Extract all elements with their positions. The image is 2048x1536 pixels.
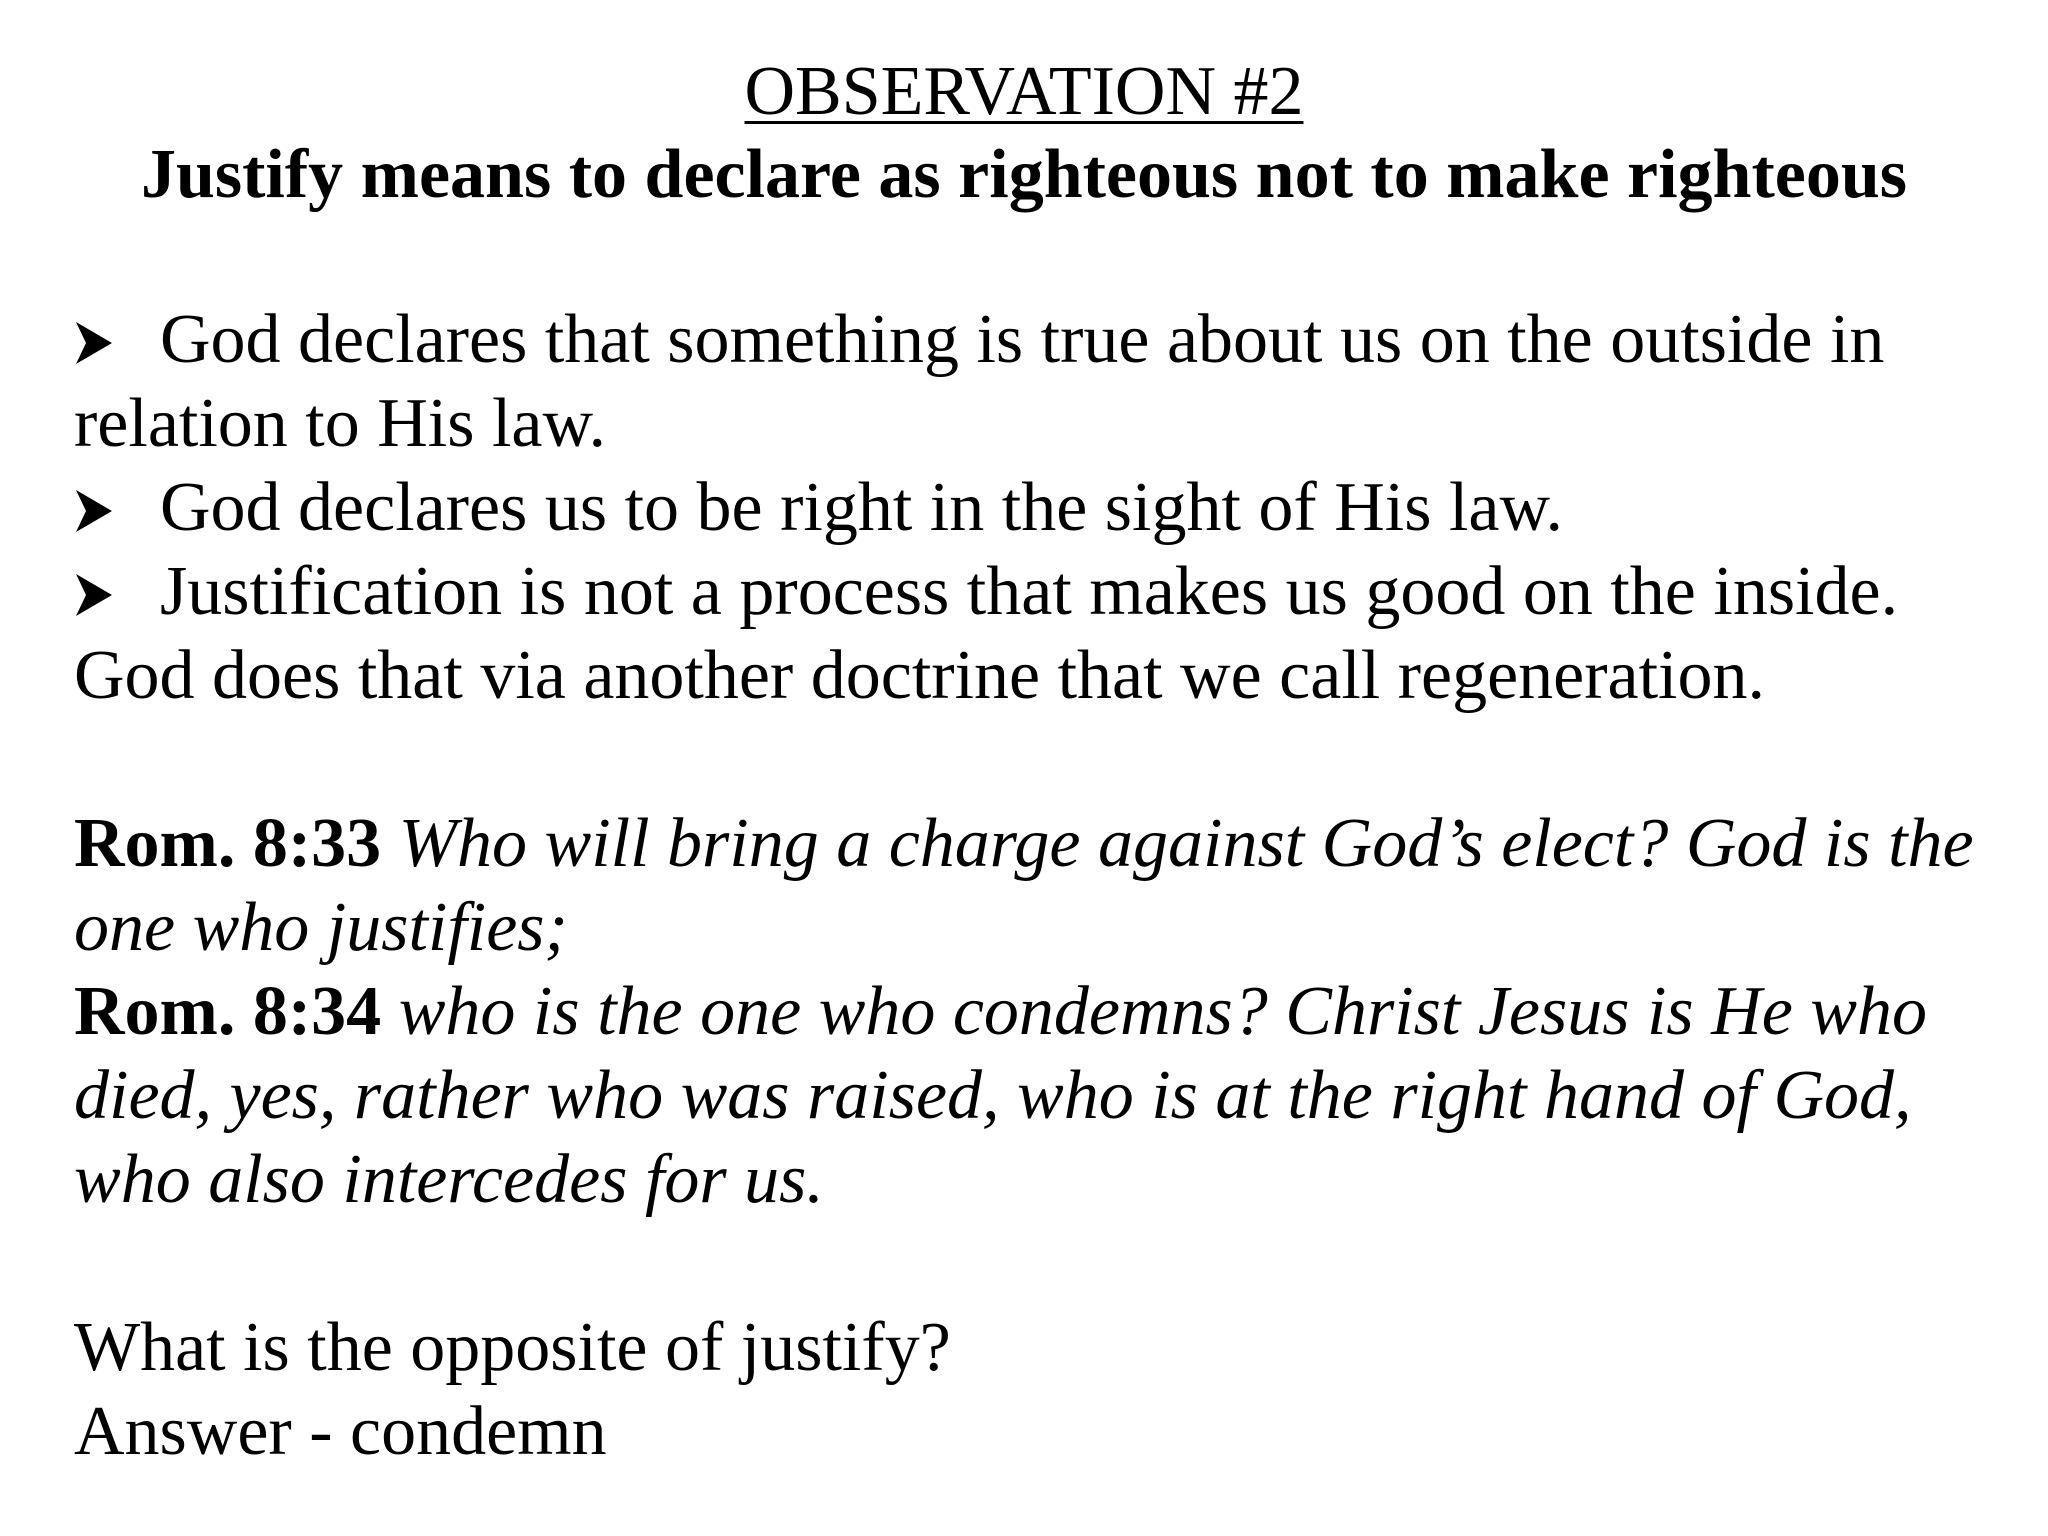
verse-1-reference: Rom. 8:33 <box>74 805 382 882</box>
bullet-3-continuation: God does that via another doctrine that we call regeneration. <box>74 637 1766 714</box>
verse-2-reference: Rom. 8:34 <box>74 973 382 1050</box>
verse-1-line-1 <box>74 802 1974 886</box>
arrow-bullet-icon <box>74 466 160 550</box>
bullet-1-line-1: God declares that something is true about us on the outside in <box>160 301 1885 378</box>
verse-1-line-2: one who justifies; <box>74 889 568 966</box>
bullet-item-2 <box>74 466 1563 550</box>
question-text: What is the opposite of justify? <box>74 1309 951 1386</box>
verse-2-text: who is the one who condemns? Christ Jesus is He who <box>398 973 1927 1050</box>
arrow-bullet-icon <box>74 298 160 382</box>
bullet-item-1 <box>74 298 1884 382</box>
verse-2-line-3: who also intercedes for us. <box>74 1141 824 1218</box>
verse-1-text: Who will bring a charge against God’s elect? God is the <box>398 805 1974 882</box>
observation-title: OBSERVATION #2 <box>744 53 1304 130</box>
arrow-bullet-icon <box>74 550 160 634</box>
verse-2-line-1 <box>74 970 1927 1054</box>
answer-text: Answer - condemn <box>74 1393 607 1470</box>
bullet-3-line-1: Justification is not a process that makes us good on the inside. <box>160 553 1899 630</box>
bullet-item-3 <box>74 550 1898 634</box>
bullet-1-continuation: relation to His law. <box>74 385 607 462</box>
observation-subtitle: Justify means to declare as righteous not to make righteous <box>140 136 1908 213</box>
bullet-2-line-1: God declares us to be right in the sight of His law. <box>160 469 1563 546</box>
verse-2-line-2: died, yes, rather who was raised, who is at the right hand of God, <box>74 1057 1912 1134</box>
